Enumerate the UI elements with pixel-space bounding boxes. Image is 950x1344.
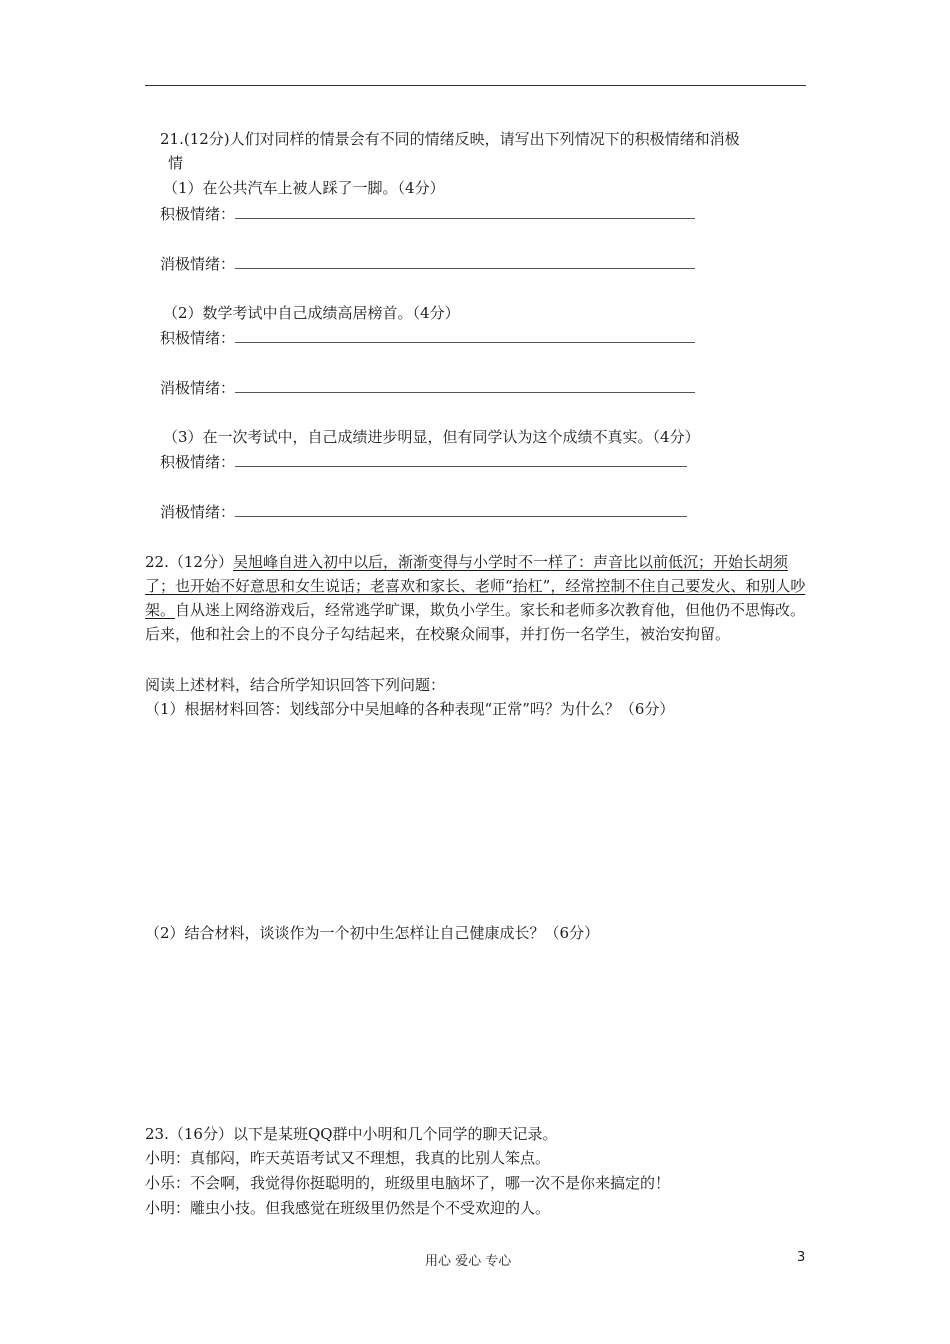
negative-label: 消极情绪： [160,255,236,273]
q23-chat-line: 小明：雕虫小技。但我感觉在班级里仍然是个不受欢迎的人。 [145,1199,551,1217]
q23-chat-line: 小乐：不会啊，我觉得你挺聪明的，班级里电脑坏了，哪一次不是你来搞定的！ [145,1174,671,1192]
answer-blank[interactable] [235,378,695,393]
q21-sub2: （2）数学考试中自己成绩高居榜首。（4分） [163,304,460,322]
q22-rest-text: 自从迷上网络游戏后，经常逃学旷课，欺负小学生。家长和老师多次教育他，但他仍不思悔改。后来，他和社会上的不良分子勾结起来，在校聚众闹事，并打伤一名学生，被治安拘留。 [145,601,806,643]
answer-blank[interactable] [235,328,695,343]
positive-label: 积极情绪： [160,205,236,223]
positive-label: 积极情绪： [160,453,236,471]
q21-sub3-positive [160,451,687,472]
q21-title-line2: 情 [168,154,184,172]
q22-sub2: （2）结合材料，谈谈作为一个初中生怎样让自己健康成长？（6分） [145,924,600,942]
page-number: 3 [797,1250,806,1265]
footer-slogan: 用心 爱心 专心 [425,1254,512,1269]
answer-blank[interactable] [235,452,687,467]
negative-label: 消极情绪： [160,503,236,521]
q21-sub1-positive [160,203,695,224]
q23-title: 23.（16分）以下是某班QQ群中小明和几个同学的聊天记录。 [145,1125,558,1143]
q21-sub1-negative [160,253,695,274]
q21-title-line1: 21.(12分)人们对同样的情景会有不同的情绪反映，请写出下列情况下的积极情绪和消极 [160,130,740,148]
q22-passage [145,550,810,646]
answer-blank[interactable] [235,204,695,219]
q21-sub3: （3）在一次考试中，自己成绩进步明显，但有同学认为这个成绩不真实。（4分） [163,428,700,446]
answer-blank[interactable] [235,254,695,269]
q22-lead: 22.（12分） [145,553,233,571]
header-rule [145,85,806,86]
positive-label: 积极情绪： [160,329,236,347]
q21-sub3-negative [160,501,687,522]
q21-sub1: （1）在公共汽车上被人踩了一脚。（4分） [163,179,445,197]
q21-sub2-negative [160,377,695,398]
q21-sub2-positive [160,327,695,348]
negative-label: 消极情绪： [160,379,236,397]
answer-blank[interactable] [235,502,687,517]
q22-underlined-text: 吴旭峰自进入初中以后，渐渐变得与小学时不一样了：声音比以前低沉；开始长胡须了；也开始不好意思和女生说话；老喜欢和家长、老师“抬杠”，经常控制不住自己要发火、和别人吵架。 [145,553,806,619]
q22-sub1: （1）根据材料回答：划线部分中吴旭峰的各种表现“正常”吗？为什么？（6分） [145,700,675,718]
q23-chat-line: 小明：真郁闷，昨天英语考试又不理想，我真的比别人笨点。 [145,1149,551,1167]
q22-instruction: 阅读上述材料，结合所学知识回答下列问题： [145,676,446,694]
